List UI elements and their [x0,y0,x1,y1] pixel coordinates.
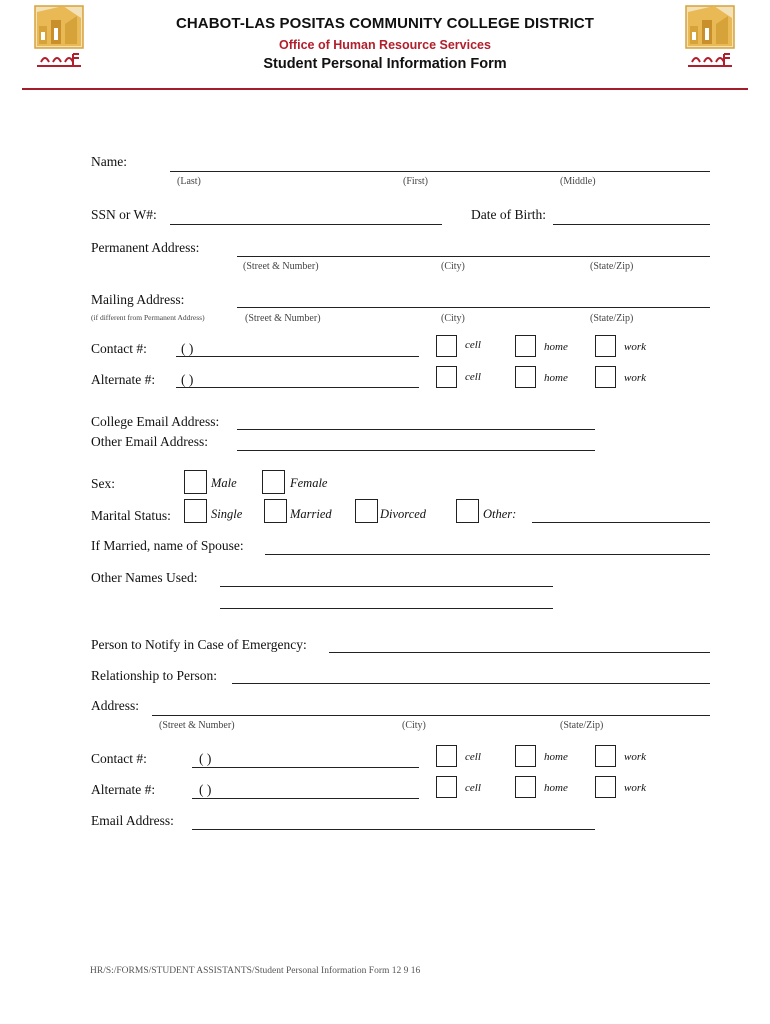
sex-female-checkbox[interactable] [262,470,285,494]
mailing-street-caption: (Street & Number) [245,313,321,324]
name-first-caption: (First) [403,176,428,187]
emergency-contact-area-code: ( ) [199,751,212,766]
marital-other-field[interactable] [532,522,710,523]
mailing-city-caption: (City) [441,313,465,324]
mailing-address-label: Mailing Address: [91,292,185,307]
marital-divorced-label: Divorced [380,507,427,521]
ssn-label: SSN or W#: [91,207,157,222]
dob-field[interactable] [553,224,710,225]
alternate-cell-label: cell [465,371,481,383]
district-title: CHABOT-LAS POSITAS COMMUNITY COLLEGE DISTRICT [175,15,595,32]
marital-single-checkbox[interactable] [184,499,207,523]
dob-label: Date of Birth: [471,207,546,222]
name-middle-caption: (Middle) [560,176,596,187]
emergency-contact-field[interactable] [329,652,710,653]
marital-single-label: Single [211,507,243,521]
emergency-address-label: Address: [91,698,139,713]
emergency-email-field[interactable] [192,829,595,830]
contact-area-code: ( ) [181,341,194,356]
contact-work-label: work [624,341,646,353]
alternate-cell-checkbox[interactable] [436,366,457,388]
emergency-street-caption: (Street & Number) [159,720,235,731]
header-divider [22,88,748,90]
contact-label: Contact #: [91,341,147,356]
marital-married-label: Married [290,507,332,521]
other-email-label: Other Email Address: [91,434,208,449]
other-names-label: Other Names Used: [91,570,198,585]
name-last-caption: (Last) [177,176,201,187]
emergency-statezip-caption: (State/Zip) [560,720,604,731]
contact-field[interactable] [176,356,419,357]
ssn-field[interactable] [170,224,442,225]
other-names-field-2[interactable] [220,608,553,609]
alternate-home-label: home [544,372,568,384]
emergency-contact-label: Person to Notify in Case of Emergency: [91,637,307,652]
permanent-address-label: Permanent Address: [91,240,200,255]
alternate-home-checkbox[interactable] [515,366,536,388]
alternate-work-label: work [624,372,646,384]
marital-other-label: Other: [483,507,517,521]
college-email-field[interactable] [237,429,595,430]
emergency-contact-number-field[interactable] [192,767,419,768]
other-names-field-1[interactable] [220,586,553,587]
alternate-label: Alternate #: [91,372,156,387]
mailing-address-field[interactable] [237,307,710,308]
emergency-alternate-work-label: work [624,782,646,794]
relationship-field[interactable] [232,683,710,684]
marital-status-label: Marital Status: [91,508,171,523]
sex-male-label: Male [211,476,237,490]
name-field[interactable] [170,171,710,172]
permanent-city-caption: (City) [441,261,465,272]
emergency-contact-home-label: home [544,751,568,763]
alternate-work-checkbox[interactable] [595,366,616,388]
mailing-statezip-caption: (State/Zip) [590,313,634,324]
mailing-address-note: (if different from Permanent Address) [91,313,205,322]
emergency-alternate-home-label: home [544,782,568,794]
contact-work-checkbox[interactable] [595,335,616,357]
emergency-email-label: Email Address: [91,813,174,828]
other-email-field[interactable] [237,450,595,451]
form-footer-path: HR/S:/FORMS/STUDENT ASSISTANTS/Student Personal Information Form 12 9 16 [90,966,421,976]
alternate-area-code: ( ) [181,372,194,387]
emergency-contact-work-checkbox[interactable] [595,745,616,767]
relationship-label: Relationship to Person: [91,668,217,683]
emergency-contact-home-checkbox[interactable] [515,745,536,767]
emergency-alternate-home-checkbox[interactable] [515,776,536,798]
sex-label: Sex: [91,476,116,491]
spouse-field[interactable] [265,554,710,555]
emergency-alternate-cell-label: cell [465,782,481,794]
sex-female-label: Female [290,476,328,490]
emergency-contact-cell-label: cell [465,751,481,763]
office-name: Office of Human Resource Services [279,38,491,52]
form-title: Student Personal Information Form [263,56,507,72]
college-email-label: College Email Address: [91,414,220,429]
name-label: Name: [91,154,127,169]
marital-divorced-checkbox[interactable] [355,499,378,523]
emergency-contact-number-label: Contact #: [91,751,147,766]
spouse-label: If Married, name of Spouse: [91,538,244,553]
alternate-field[interactable] [176,387,419,388]
marital-other-checkbox[interactable] [456,499,479,523]
emergency-address-field[interactable] [152,715,710,716]
emergency-alternate-field[interactable] [192,798,419,799]
permanent-address-field[interactable] [237,256,710,257]
emergency-alternate-work-checkbox[interactable] [595,776,616,798]
contact-home-label: home [544,341,568,353]
emergency-alternate-label: Alternate #: [91,782,156,797]
emergency-alternate-cell-checkbox[interactable] [436,776,457,798]
permanent-street-caption: (Street & Number) [243,261,319,272]
emergency-contact-work-label: work [624,751,646,763]
permanent-statezip-caption: (State/Zip) [590,261,634,272]
contact-cell-checkbox[interactable] [436,335,457,357]
emergency-city-caption: (City) [402,720,426,731]
marital-married-checkbox[interactable] [264,499,287,523]
sex-male-checkbox[interactable] [184,470,207,494]
contact-cell-label: cell [465,339,481,351]
emergency-alternate-area-code: ( ) [199,782,212,797]
contact-home-checkbox[interactable] [515,335,536,357]
emergency-contact-cell-checkbox[interactable] [436,745,457,767]
